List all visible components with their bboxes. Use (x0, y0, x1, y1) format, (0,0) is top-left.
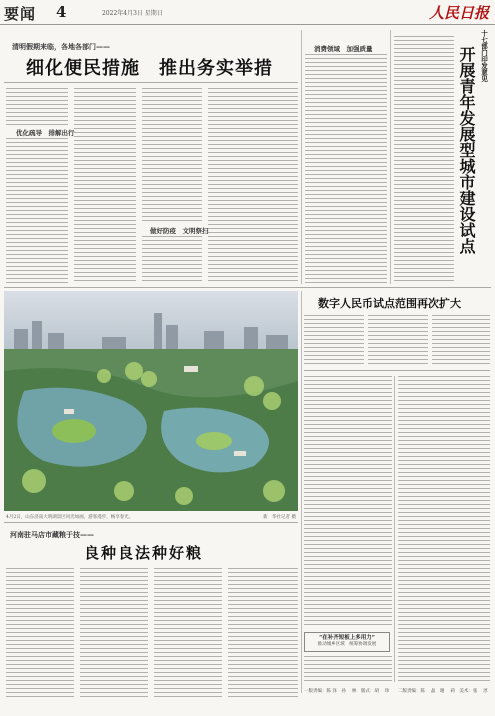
column-divider (390, 30, 391, 284)
lead-text-block (142, 88, 202, 224)
editor-credits-left: 一版责编：陈 泽 孙 林 版式：胡 珍 (304, 689, 390, 694)
editor-credits-right: 二版责编：陈 晶 谢 莉 美术：张 淳 (398, 689, 488, 694)
digital-text-block (304, 315, 364, 365)
lead-text-block (74, 88, 136, 284)
photo-caption-text: 4月2日，山东济南大明湖景区风光如画，游客漫步，畅享春光。 (6, 515, 134, 520)
section-rule (304, 370, 490, 371)
right-headline: 开展青年发展型城市建设试点 (457, 46, 476, 254)
digital-text-block (432, 315, 490, 365)
lead-rule (4, 82, 298, 83)
article-text-block (304, 376, 392, 626)
page-number: 4 (56, 3, 67, 21)
pull-quote-title: “在补齐短板上多用力” (319, 635, 375, 641)
section-rule (4, 522, 298, 523)
lead-subhead-1: 优化疏导 排解出行 (16, 129, 75, 137)
article-text-block (304, 656, 392, 682)
lake-photo (4, 291, 298, 511)
lead-subhead-2: 做好防疫 文明祭扫 (150, 227, 209, 235)
article-text-block (398, 376, 490, 682)
right-text-block (394, 36, 454, 284)
right-kicker: 十七部门印发意见 (480, 30, 488, 82)
grain-text-block (154, 568, 222, 700)
lead-text-block (6, 88, 68, 126)
lead-text-block (6, 138, 68, 284)
grain-kicker: 河南驻马店市藏粮于技—— (10, 530, 94, 539)
photo-caption (6, 514, 296, 520)
issue-date: 2022年4月3日 星期日 (102, 10, 163, 17)
grain-text-block (228, 568, 298, 700)
center-text-block (305, 54, 387, 284)
pull-quote (304, 632, 390, 652)
page-header (0, 0, 495, 25)
grain-headline: 良种良法种好粮 (84, 544, 204, 562)
park-landscape-image (4, 291, 298, 511)
section-title: 要闻 (4, 5, 37, 23)
lead-text-block (142, 236, 202, 284)
lead-kicker: 清明假期来临，各地各部门—— (12, 42, 110, 51)
column-divider (301, 30, 302, 284)
digital-headline: 数字人民币试点范围再次扩大 (318, 297, 461, 310)
photo-credit: 新 华社记者 摄 (263, 515, 296, 520)
newspaper-logo: 人民日报 (428, 4, 489, 22)
column-divider (394, 376, 395, 682)
section-rule (4, 287, 491, 288)
pull-quote-sub: 推动城乡区域 统筹协调发展 (317, 642, 377, 647)
center-subhead: 消费领域 加强质量 (314, 45, 373, 53)
grain-text-block (6, 568, 74, 700)
digital-text-block (368, 315, 428, 365)
grain-text-block (80, 568, 148, 700)
column-divider (301, 291, 302, 693)
lead-headline: 细化便民措施 推出务实举措 (26, 58, 273, 79)
lead-text-block (208, 88, 298, 284)
